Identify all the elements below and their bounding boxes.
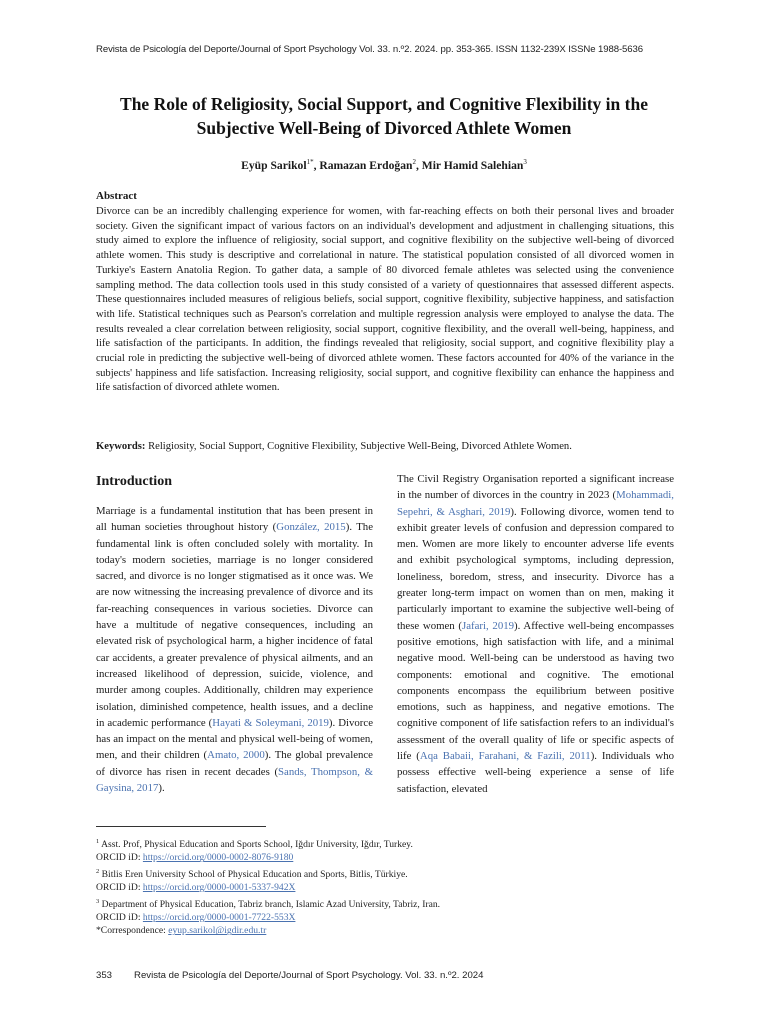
orcid-link[interactable]: https://orcid.org/0000-0001-5337-942X (142, 882, 296, 894)
introduction-column-left (96, 503, 373, 796)
author-affiliation-mark: 2 (412, 158, 416, 166)
citation-link[interactable]: Amato, 2000 (207, 749, 265, 762)
author-name: Ramazan Erdoğan (319, 158, 413, 172)
citation-link[interactable]: González, 2015 (276, 521, 346, 534)
keywords (96, 440, 674, 455)
page-number: 353 (96, 970, 113, 981)
page-footer (96, 970, 483, 981)
footnote-line (96, 881, 674, 894)
author-name: Eyüp Sarikol (241, 158, 307, 172)
footnote-affiliation: Bitlis Eren University School of Physical Education and Sports, Bitlis, Türkiye. (99, 868, 408, 880)
body-text: ). The fundamental link is often concluded solely with mortality. In today's modern societies, marriage is no longer considered sacred, and divorce is no longer stigmatised as it once was. We are now witnessing the increasing prevalence of divorce and its far-reaching consequences in various societies. Divorce can have a multitude of negative consequences, including an elevated risk of psychological harm, a higher incidence of fatal car accidents, a greater prevalence of physical ailments, and an increased likelihood of depression, suicide, violence, and murder among couples. Additionally, children may experience isolation, diminished competence, health issues, and a decline in academic performance ( (96, 521, 373, 729)
citation-link[interactable]: Jafari, 2019 (462, 619, 515, 632)
keywords-label: Keywords: (96, 441, 146, 452)
footnote-marker: 2 (96, 867, 100, 875)
author-list (96, 158, 672, 172)
journal-header: Revista de Psicología del Deporte/Journal of Sport Psychology Vol. 33. n.º2. 2024. pp. 353-365. ISSN 1132-239X ISSNe 1988-5636 (96, 44, 643, 55)
author-affiliation-mark: 3 (523, 158, 527, 166)
title-line-1: The Role of Religiosity, Social Support, and Cognitive Flexibility in the (120, 94, 648, 114)
author-affiliation-mark: 1* (306, 158, 314, 166)
footnote-label: ORCID iD: (96, 882, 143, 894)
title-line-2: Subjective Well-Being of Divorced Athlete Women (196, 118, 572, 138)
introduction-heading: Introduction (96, 474, 172, 489)
footnote-line (96, 895, 674, 911)
footnote-marker: 1 (96, 838, 100, 845)
abstract-heading: Abstract (96, 190, 137, 202)
paper-title (96, 92, 672, 140)
footnote-label: ORCID iD: (96, 912, 143, 924)
author-name: Mir Hamid Salehian (421, 158, 524, 172)
body-text: ). Affective well-being encompasses positive emotions, high satisfaction with life, and a minimal negative mood. Well-being can be understood as having two components: emotional and cognitive. The emotional components encompass the equilibrium between positive emotions, such as happiness, and negative emotions. The cognitive component of life satisfaction refers to an individual's assessment of the overall quality of life or specific aspects of life ( (397, 619, 674, 763)
author-separator: , (415, 158, 422, 172)
footnote-line (96, 865, 674, 881)
citation-link[interactable]: Mohammadi, Sepehri, & Asghari, 2019 (397, 489, 674, 518)
footnote-affiliation: Department of Physical Education, Tabriz branch, Islamic Azad University, Tabriz, Iran. (99, 898, 441, 910)
body-text: The Civil Registry Organisation reported a significant increase in the number of divorces in the country in 2023 ( (397, 473, 674, 502)
author-separator: , (313, 158, 320, 172)
keywords-text: Religiosity, Social Support, Cognitive Flexibility, Subjective Well-Being, Divorced Athlete Women. (145, 441, 572, 452)
footnote-line (96, 851, 674, 864)
footnote-affiliation: Asst. Prof, Physical Education and Sports School, Iğdır University, Iğdır, Turkey. (99, 839, 413, 851)
body-text: ). (158, 782, 165, 795)
citation-link[interactable]: Sands, Thompson, & Gaysina, 2017 (96, 765, 373, 795)
body-text: Marriage is a fundamental institution that has been present in all human societies throughout history ( (96, 505, 373, 534)
footnote-marker: 3 (96, 897, 100, 905)
footnote-line (96, 924, 674, 937)
footnote-label: ORCID iD: (96, 852, 143, 864)
citation-link[interactable]: Aqa Babaii, Farahani, & Fazili, 2011 (419, 750, 591, 763)
body-text: ). Following divorce, women tend to exhibit greater levels of confusion and depression compared to men. Women are more likely to encounter adverse life events and exhibit psychological symptoms, including depression, loneliness, boredom, stress, and insecurity. Divorce has a greater long-term impact on women than on men, making it particularly important to examine the subjective well-being of these women ( (397, 505, 675, 632)
introduction-column-right (397, 471, 674, 797)
footnote-line (96, 835, 674, 851)
footnotes (96, 835, 674, 938)
email-link[interactable]: eyup.sarikol@igdir.edu.tr (168, 925, 267, 937)
body-text: ). The global prevalence of divorce has risen in recent decades ( (96, 749, 373, 778)
footnote-line (96, 911, 674, 924)
footnote-divider (96, 826, 266, 827)
footnote-label: *Correspondence: (96, 925, 169, 937)
orcid-link[interactable]: https://orcid.org/0000-0001-7722-553X (142, 912, 296, 924)
citation-link[interactable]: Hayati & Soleymani, 2019 (212, 716, 329, 729)
footer-journal: Revista de Psicología del Deporte/Journal of Sport Psychology. Vol. 33. n.º2. 2024 (134, 970, 484, 981)
orcid-link[interactable]: https://orcid.org/0000-0002-8076-9180 (142, 852, 294, 864)
body-text: ). Individuals who possess effective well-being experience a sense of life satisfaction, elevated (397, 750, 675, 795)
abstract-text: Divorce can be an incredibly challenging experience for women, with far-reaching effects on both their personal lives and broader society. Given the significant impact of various factors on an individual's development and adjustment in challenging situations, this study aimed to explore the influence of religiosity, social support, and cognitive flexibility on the subjective well-being of divorced athlete women. This study is descriptive and correlational in nature. The statistical population consisted of all divorced women in Turkiye's Eastern Anatolia Region. To gather data, a sample of 80 divorced female athletes was selected using the convenience sampling method. The data collection tools used in this study consisted of a variety of questionnaires that assessed different aspects. These questionnaires included measures of religious beliefs, social support, cognitive flexibility, subjective happiness, and satisfaction with life. Statistical techniques such as Pearson's correlation and multiple regression analysis were employed to analyse the data. The results revealed a clear correlation between religiosity, social support, cognitive flexibility, and the overall well-being, happiness, and life satisfaction of the participants. In addition, the findings revealed that religiosity, social support, and cognitive flexibility play a crucial role in predicting the subjective well-being of divorced athlete women. These factors accounted for 40% of the variance in the subjects' happiness and life satisfaction. Increasing religiosity, social support, and cognitive flexibility can enhance the happiness and life satisfaction of divorced athlete women. (96, 206, 674, 394)
body-text: ). Divorce has an impact on the mental and physical well-being of women, men, and their children ( (96, 716, 373, 762)
